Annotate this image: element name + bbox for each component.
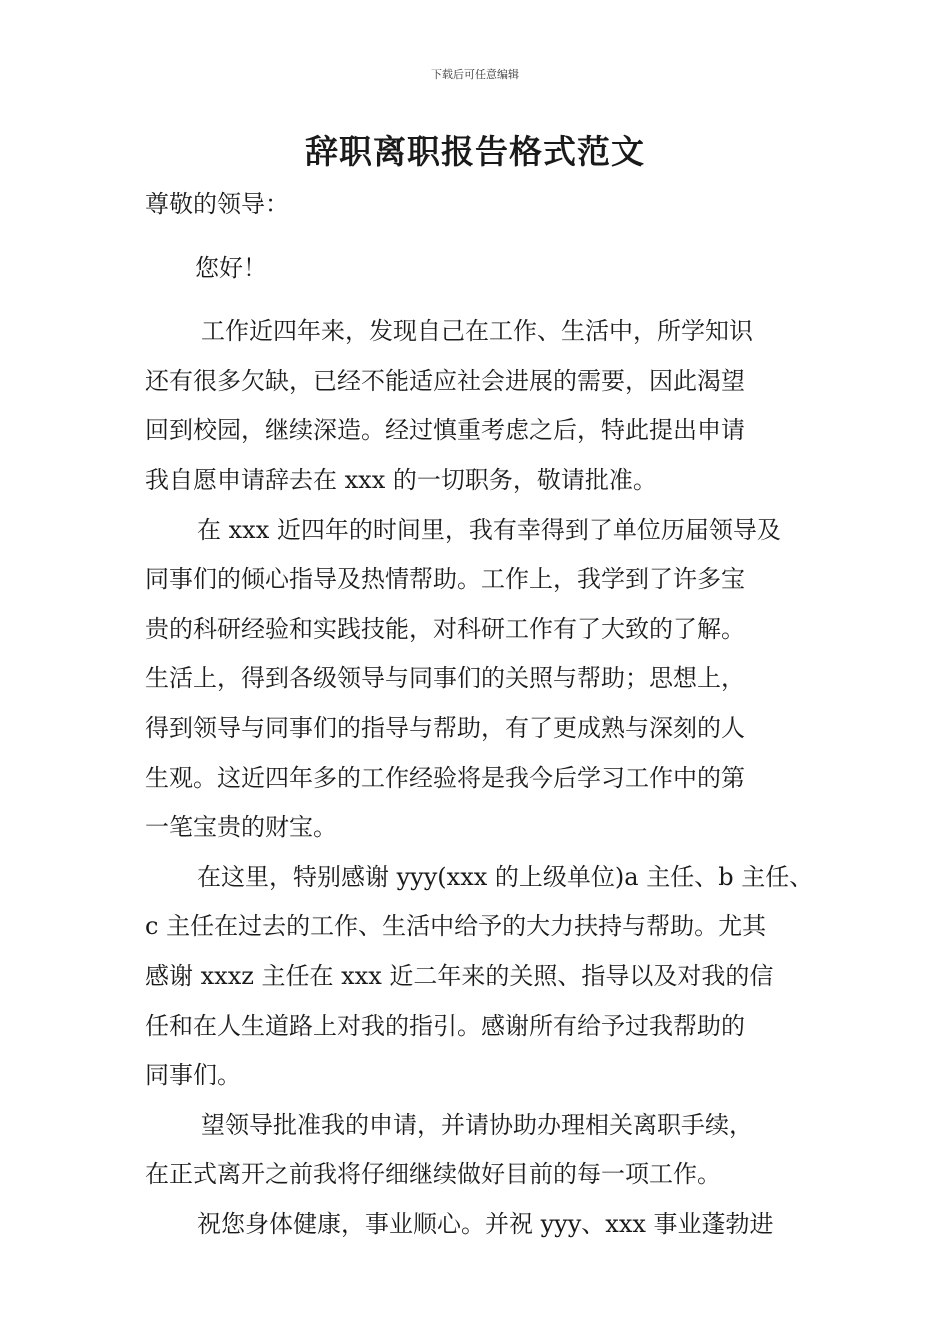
paragraph-line: 在 xxx 近四年的时间里，我有幸得到了单位历届领导及	[197, 515, 781, 544]
paragraph-line: c 主任在过去的工作、生活中给予的大力扶持与帮助。尤其	[145, 912, 767, 941]
paragraph-line: 在这里，特别感谢 yyy(xxx 的上级单位)a 主任、b 主任、	[197, 862, 814, 891]
paragraph-line: 生活上，得到各级领导与同事们的关照与帮助；思想上，	[145, 664, 745, 693]
paragraph-line: 一笔宝贵的财宝。	[145, 813, 337, 842]
paragraph-line: 还有很多欠缺，已经不能适应社会进展的需要，因此渴望	[145, 366, 745, 395]
paragraph-line: 贵的科研经验和实践技能，对科研工作有了大致的了解。	[145, 614, 745, 643]
greeting: 您好！	[195, 253, 267, 282]
salutation: 尊敬的领导：	[145, 190, 289, 218]
letter-body	[145, 180, 815, 1249]
header-note: 下载后可任意编辑	[431, 68, 519, 81]
paragraph-line: 感谢 xxxz 主任在 xxx 近二年来的关照、指导以及对我的信	[145, 961, 774, 990]
paragraph-line: 任和在人生道路上对我的指引。感谢所有给予过我帮助的	[145, 1011, 745, 1040]
paragraph-line: 同事们的倾心指导及热情帮助。工作上，我学到了许多宝	[145, 565, 745, 594]
paragraph-line: 我自愿申请辞去在 xxx 的一切职务，敬请批准。	[145, 465, 657, 494]
paragraph-line: 望领导批准我的申请，并请协助办理相关离职手续，	[201, 1110, 753, 1139]
paragraph-line: 工作近四年来，发现自己在工作、生活中，所学知识	[201, 317, 753, 346]
paragraph-line: 祝您身体健康，事业顺心。并祝 yyy、xxx 事业蓬勃进	[197, 1209, 774, 1238]
document-title: 辞职离职报告格式范文	[305, 132, 645, 171]
paragraph-line: 在正式离开之前我将仔细继续做好目前的每一项工作。	[145, 1160, 721, 1189]
paragraph-line: 得到领导与同事们的指导与帮助，有了更成熟与深刻的人	[145, 713, 745, 742]
paragraph-line: 回到校园，继续深造。经过慎重考虑之后，特此提出申请	[145, 416, 745, 445]
paragraph-line: 生观。这近四年多的工作经验将是我今后学习工作中的第	[145, 763, 745, 792]
paragraph-line: 同事们。	[145, 1061, 241, 1090]
